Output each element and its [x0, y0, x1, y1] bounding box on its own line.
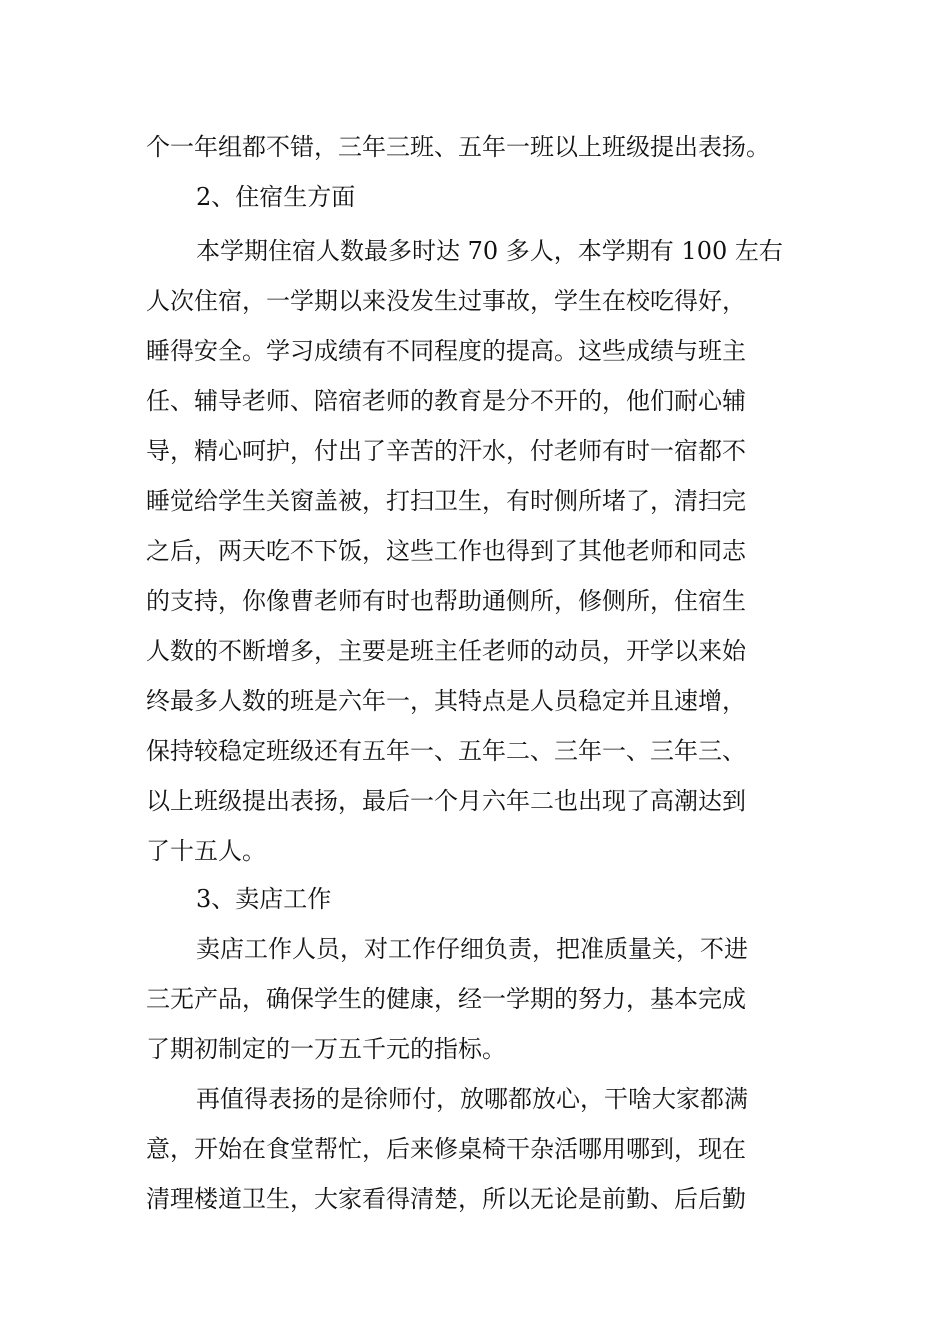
text-line: 睡觉给学生关窗盖被，打扫卫生，有时侧所堵了，清扫完 — [146, 487, 746, 515]
paragraph-first-line: 再值得表扬的是徐师付，放哪都放心，干啥大家都满 — [196, 1085, 748, 1113]
text-line: 导，精心呵护，付出了辛苦的汗水，付老师有时一宿都不 — [146, 437, 746, 465]
section-heading-dormitory: 2、住宿生方面 — [196, 183, 356, 211]
text-line: 人次住宿，一学期以来没发生过事故，学生在校吃得好， — [146, 287, 746, 315]
text-line: 人数的不断增多，主要是班主任老师的动员，开学以来始 — [146, 637, 746, 665]
text-line: 了期初制定的一万五千元的指标。 — [146, 1035, 506, 1063]
text-line: 睡得安全。学习成绩有不同程度的提高。这些成绩与班主 — [146, 337, 746, 365]
section-heading-store: 3、卖店工作 — [196, 885, 332, 913]
text-line: 意，开始在食堂帮忙，后来修桌椅干杂活哪用哪到，现在 — [146, 1135, 746, 1163]
text-line: 终最多人数的班是六年一，其特点是人员稳定并且速增， — [146, 687, 746, 715]
text-line: 保持较稳定班级还有五年一、五年二、三年一、三年三、 — [146, 737, 746, 765]
paragraph-first-line: 本学期住宿人数最多时达 70 多人，本学期有 100 左右 — [196, 237, 783, 265]
text-line: 以上班级提出表扬，最后一个月六年二也出现了高潮达到 — [146, 787, 746, 815]
paragraph-first-line: 卖店工作人员，对工作仔细负责，把准质量关，不进 — [196, 935, 748, 963]
text-line: 任、辅导老师、陪宿老师的教育是分不开的，他们耐心辅 — [146, 387, 746, 415]
text-line: 了十五人。 — [146, 837, 266, 865]
text-line: 个一年组都不错，三年三班、五年一班以上班级提出表扬。 — [146, 133, 770, 161]
text-line: 三无产品，确保学生的健康，经一学期的努力，基本完成 — [146, 985, 746, 1013]
text-line: 之后，两天吃不下饭，这些工作也得到了其他老师和同志 — [146, 537, 746, 565]
text-line: 清理楼道卫生，大家看得清楚，所以无论是前勤、后后勤 — [146, 1185, 746, 1213]
text-line: 的支持，你像曹老师有时也帮助通侧所，修侧所，住宿生 — [146, 587, 746, 615]
